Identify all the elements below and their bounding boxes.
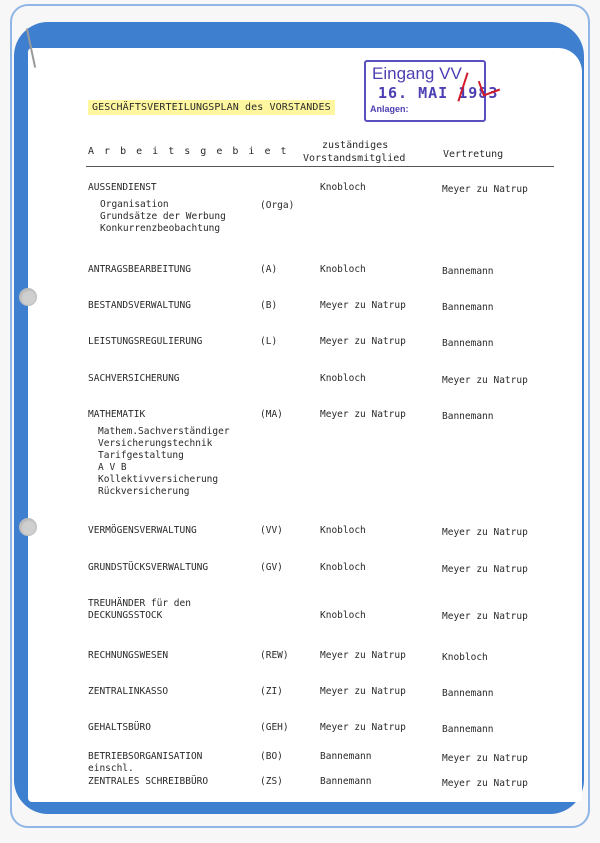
- row-member: Meyer zu Natrup: [320, 686, 406, 697]
- row-code: (GV): [260, 562, 283, 573]
- row-area: SACHVERSICHERUNG: [88, 373, 180, 384]
- header-rule: [86, 166, 554, 167]
- row-subitem: A V B: [98, 462, 127, 473]
- row-subitem: Tarifgestaltung: [98, 450, 184, 461]
- row-subitem: Rückversicherung: [98, 486, 190, 497]
- row-area: RECHNUNGSWESEN: [88, 650, 169, 661]
- row-deputy: Bannemann: [442, 266, 494, 277]
- row-member: Meyer zu Natrup: [320, 650, 406, 661]
- row-member: Meyer zu Natrup: [320, 300, 406, 311]
- row-member: Knobloch: [320, 610, 366, 621]
- row-area: MATHEMATIK: [88, 409, 146, 420]
- row-member: Knobloch: [320, 562, 366, 573]
- row-deputy: Bannemann: [442, 688, 494, 699]
- row-deputy: Bannemann: [442, 302, 494, 313]
- row-code: (ZS): [260, 776, 283, 787]
- row-member: Knobloch: [320, 373, 366, 384]
- column-header-member-line2: Vorstandsmitglied: [303, 153, 406, 164]
- row-area: ANTRAGSBEARBEITUNG: [88, 264, 191, 275]
- row-code: (MA): [260, 409, 283, 420]
- stamp-date: 16. MAI 1983: [378, 84, 499, 102]
- row-area: VERMÖGENSVERWALTUNG: [88, 525, 197, 536]
- row-deputy: Meyer zu Natrup: [442, 184, 528, 195]
- row-code: (BO): [260, 751, 283, 762]
- stamp-title: Eingang VV: [372, 64, 462, 83]
- row-member: Meyer zu Natrup: [320, 722, 406, 733]
- row-subitem: Mathem.Sachverständiger: [98, 426, 230, 437]
- row-area: ZENTRALINKASSO: [88, 686, 169, 697]
- row-code: (ZI): [260, 686, 283, 697]
- row-member: Meyer zu Natrup: [320, 409, 406, 420]
- receipt-stamp: [364, 60, 499, 122]
- column-header-area: A r b e i t s g e b i e t: [88, 146, 289, 157]
- row-code: (VV): [260, 525, 283, 536]
- row-code: (L): [260, 336, 278, 347]
- row-subitem: Organisation: [100, 199, 169, 210]
- row-code: (GEH): [260, 722, 289, 733]
- punch-hole-bottom: [19, 518, 37, 536]
- row-member: Meyer zu Natrup: [320, 336, 406, 347]
- row-member: Bannemann: [320, 751, 372, 762]
- row-subitem: Versicherungstechnik: [98, 438, 213, 449]
- row-area: BESTANDSVERWALTUNG: [88, 300, 191, 311]
- row-code: (B): [260, 300, 278, 311]
- row-area: GRUNDSTÜCKSVERWALTUNG: [88, 562, 209, 573]
- row-member: Knobloch: [320, 525, 366, 536]
- row-deputy: Meyer zu Natrup: [442, 611, 528, 622]
- punch-hole-top: [19, 288, 37, 306]
- document-heading: GESCHÄFTSVERTEILUNGSPLAN des VORSTANDES: [88, 100, 335, 115]
- row-area: BETRIEBSORGANISATION: [88, 751, 203, 762]
- row-area: TREUHÄNDER für den: [88, 598, 191, 609]
- row-subitem: Grundsätze der Werbung: [100, 211, 226, 222]
- row-deputy: Meyer zu Natrup: [442, 778, 528, 789]
- row-deputy: Meyer zu Natrup: [442, 564, 528, 575]
- row-area: AUSSENDIENST: [88, 182, 157, 193]
- row-deputy: Bannemann: [442, 724, 494, 735]
- row-member: Knobloch: [320, 264, 366, 275]
- row-deputy: Bannemann: [442, 411, 494, 422]
- row-code: (REW): [260, 650, 289, 661]
- row-area: GEHALTSBÜRO: [88, 722, 151, 733]
- row-area: LEISTUNGSREGULIERUNG: [88, 336, 203, 347]
- row-deputy: Meyer zu Natrup: [442, 753, 528, 764]
- stamp-note: Anlagen:: [370, 104, 409, 114]
- row-area-continued: einschl.: [88, 763, 134, 774]
- column-header-deputy: Vertretung: [443, 149, 504, 160]
- row-area: ZENTRALES SCHREIBBÜRO: [88, 776, 209, 787]
- row-member: Bannemann: [320, 776, 372, 787]
- row-deputy: Meyer zu Natrup: [442, 375, 528, 386]
- row-deputy: Knobloch: [442, 652, 488, 663]
- row-code: (Orga): [260, 200, 295, 211]
- row-subitem: Konkurrenzbeobachtung: [100, 223, 221, 234]
- row-subitem: Kollektivversicherung: [98, 474, 219, 485]
- row-area-continued: DECKUNGSSTOCK: [88, 610, 163, 621]
- row-member: Knobloch: [320, 182, 366, 193]
- column-header-member-line1: zuständiges: [322, 140, 389, 151]
- row-deputy: Bannemann: [442, 338, 494, 349]
- row-deputy: Meyer zu Natrup: [442, 527, 528, 538]
- row-code: (A): [260, 264, 278, 275]
